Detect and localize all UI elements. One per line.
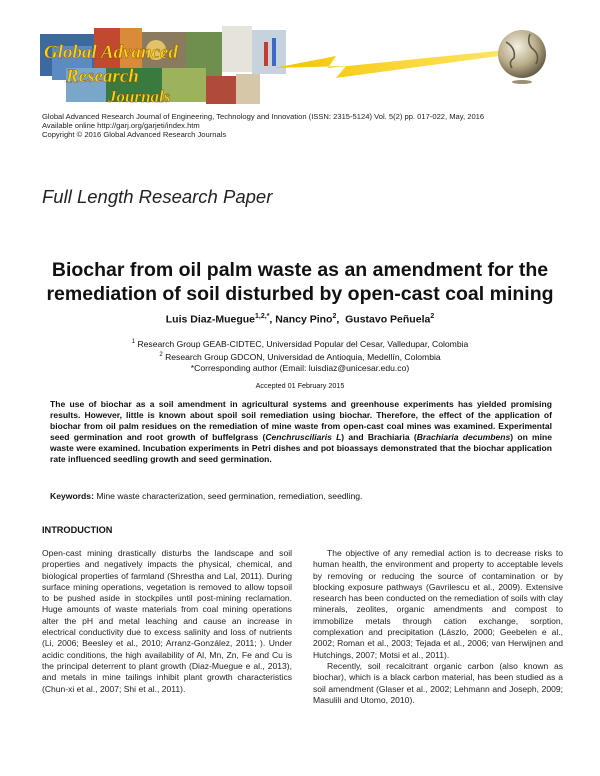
logo-text-research: Research bbox=[66, 66, 139, 87]
keywords-text: Mine waste characterization, seed germination, remediation, seedling. bbox=[96, 491, 363, 501]
keywords-label: Keywords: bbox=[50, 491, 94, 501]
paper-title-line-2: remediation of soil disturbed by open-cast coal mining bbox=[46, 283, 554, 305]
abstract: The use of biochar as a soil amendment in agricultural systems and greenhouse experiments has yielded promising results. However, little is known about spoil soil remediation using biochar. Therefore, the effect of the application of biochar from oil palm residues on the remediation of mine waste from open-cast coal mines was examined. Experimental seed germination and root growth of buffelgrass (Cenchrusciliaris L) and Brachiaria (Brachiaria decumbens) on mine waste were examined. Incubation experiments in Petri dishes and pot bioassays demonstrated that the biochar application rate influenced seedling growth and seed germination. bbox=[50, 399, 552, 465]
paragraph: Recently, soil recalcitrant organic carbon (also known as biochar), which is a black carbon material, has been studied as a soil amendment (Glaser et al., 2002; Lehmann and Joseph, 2009; Masulili and Utomo, 2010). bbox=[313, 660, 563, 705]
paper-title-line-1: Biochar from oil palm waste as an amendment for the bbox=[51, 259, 549, 281]
author-affiliation-mark: 1,2,* bbox=[255, 313, 270, 320]
body-column-left bbox=[42, 548, 292, 695]
species-name: Brachiaria decumbens bbox=[416, 432, 511, 443]
globe-icon bbox=[498, 30, 546, 84]
species-name: Cenchrusciliaris L bbox=[265, 432, 342, 443]
paragraph: The objective of any remedial action is to decrease risks to human health, the environment and property to acceptable levels by removing or reducing the source of contamination or by blocking exposure pathways (Gavrilescu et al., 2009). Extensive research has been conducted on the remediation of soils with clay minerals, zeolites, organic amendments and compost to immobilize metals through cation exchange, sorption, complexation and precipitation (Lászlo, 2000; Geebelen e al., 2002; Roman et al., 2003; Tejada et al., 2006; van Herwijnen and Hutchings, 2007; Motsi et al., 2011). bbox=[313, 548, 563, 660]
corresponding-author: *Corresponding author (Email: luisdiaz@unicesar.edu.co) bbox=[190, 362, 410, 373]
affiliations bbox=[30, 337, 570, 374]
author-name: Nancy Pino bbox=[275, 313, 333, 326]
author-list: Luis Diaz-Muegue$^{1,2,*}$, Nancy Pino$^2$, Gustavo Peñuela$^2$ bbox=[165, 313, 435, 326]
accepted-date: Accepted 01 February 2015 bbox=[255, 381, 345, 390]
journal-citation: Global Advanced Research Journal of Engineering, Technology and Innovation (ISSN: 2315-5124) Vol. 5(2) pp. 017-022, May, 2016 bbox=[42, 112, 485, 121]
journal-citation-block bbox=[42, 112, 562, 139]
section-heading-introduction: INTRODUCTION bbox=[42, 525, 113, 535]
affiliation-1: $^1$ Research Group GEAB-CIDTEC, Universidad Popular del Cesar, Valledupar, Colombia bbox=[131, 338, 469, 349]
keywords bbox=[50, 491, 552, 501]
author-name: Luis Diaz-Muegue bbox=[165, 313, 256, 326]
journal-url: Available online http://garj.org/garjeti/index.htm bbox=[42, 121, 200, 130]
paper-type: Full Length Research Paper bbox=[42, 186, 273, 207]
paragraph: Open-cast mining drastically disturbs the landscape and soil properties and negatively impacts the physical, chemical, and biological properties of farmland (Shrestha and Lal, 2011). During surface mining operations, vegetation is removed to allow topsoil to be pushed aside in stockpiles until post-mining reclamation. Huge amounts of waste materials from coal mining operations alter the pH and metal leaching and cause an increase in electrical conductivity due to excess salinity and loss of nutrients (Li, 2006; Beesley et al., 2010; Arranz-González, 2011; ). Under acidic conditions, the high availability of Al, Mn, Zn, Fe and Cu is the principal deterrent to plant growth (Diaz-Muegue e al., 2013), and metals in mine tailings inhibit plant growth characteristics (Chun-xi et al., 2007; Shi et al., 2011). bbox=[42, 548, 292, 694]
body-column-right bbox=[313, 548, 563, 706]
affiliation-2: $^2$ Research Group GDCON, Universidad de Antioquia, Medellín, Colombia bbox=[159, 351, 441, 362]
author-affiliation-mark: 2 bbox=[430, 313, 435, 320]
paper-title bbox=[30, 258, 570, 306]
author-affiliation-mark: 2 bbox=[332, 313, 337, 320]
author-name: Gustavo Peñuela bbox=[345, 313, 431, 326]
journal-banner bbox=[36, 20, 560, 112]
journal-copyright: Copyright © 2016 Global Advanced Research Journals bbox=[42, 130, 227, 139]
logo-text-global: Global Advanced bbox=[44, 42, 178, 63]
lightning-swoosh bbox=[274, 50, 514, 78]
logo-text-journals: Journals bbox=[108, 87, 171, 106]
